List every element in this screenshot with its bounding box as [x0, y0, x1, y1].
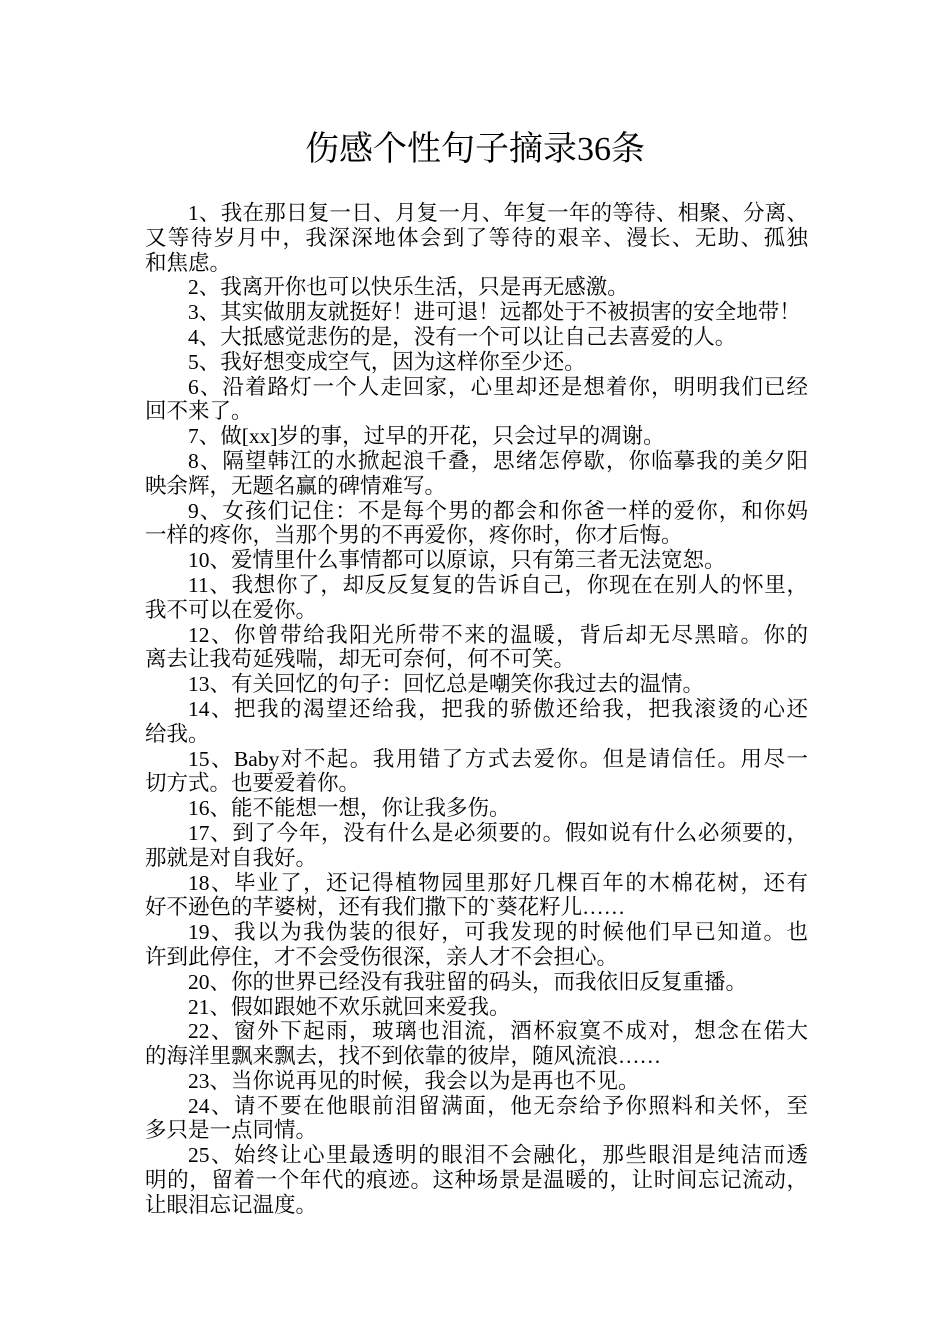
text-line: 多只是一点同情。 — [145, 1118, 318, 1143]
text-line: 5、我好想变成空气，因为这样你至少还。 — [188, 349, 586, 374]
text-line: 2、我离开你也可以快乐生活，只是再无感激。 — [188, 275, 629, 300]
quote-item-12 — [145, 623, 808, 673]
text-line: 6、沿着路灯一个人走回家，心里却还是想着你，明明我们已经 — [188, 374, 808, 399]
quote-item-21 — [145, 995, 808, 1020]
quote-item-1 — [145, 201, 808, 275]
text-line: 一样的疼你，当那个男的不再爱你，疼你时，你才后悔。 — [145, 523, 683, 548]
text-line: 16、能不能想一想，你让我多伤。 — [188, 796, 511, 821]
text-line: 的海洋里飘来飘去，找不到依靠的彼岸，随风流浪…… — [145, 1044, 662, 1069]
text-line: 给我。 — [145, 721, 210, 746]
quote-item-11 — [145, 573, 808, 623]
quote-item-9 — [145, 499, 808, 549]
quote-item-3 — [145, 300, 808, 325]
text-line: 17、到了今年，没有什么是必须要的。假如说有什么必须要的， — [188, 820, 808, 845]
text-line: 好不逊色的芊婆树，还有我们撒下的`葵花籽儿…… — [145, 895, 626, 920]
text-line: 9、女孩们记住：不是每个男的都会和你爸一样的爱你，和你妈 — [188, 498, 808, 523]
quote-item-16 — [145, 796, 808, 821]
quote-item-23 — [145, 1069, 808, 1094]
quote-item-18 — [145, 871, 808, 921]
text-line: 24、请不要在他眼前泪留满面，他无奈给予你照料和关怀，至 — [188, 1093, 808, 1118]
text-line: 22、窗外下起雨，玻璃也泪流，酒杯寂寞不成对，想念在偌大 — [188, 1019, 808, 1044]
quote-item-8 — [145, 449, 808, 499]
text-line: 映余辉，无题名赢的碑情难写。 — [145, 473, 447, 498]
text-line: 和焦虑。 — [145, 250, 232, 275]
quote-item-5 — [145, 350, 808, 375]
text-line: 4、大抵感觉悲伤的是，没有一个可以让自己去喜爱的人。 — [188, 324, 737, 349]
quote-item-24 — [145, 1094, 808, 1144]
quote-item-20 — [145, 970, 808, 995]
text-line: 12、你曾带给我阳光所带不来的温暖，背后却无尽黑暗。你的 — [188, 622, 808, 647]
text-line: 许到此停住，才不会受伤很深，亲人才不会担心。 — [145, 944, 619, 969]
text-line: 14、把我的渴望还给我，把我的骄傲还给我，把我滚烫的心还 — [188, 696, 808, 721]
text-line: 离去让我苟延残喘，却无可奈何，何不可笑。 — [145, 647, 576, 672]
quote-item-15 — [145, 747, 808, 797]
quote-item-19 — [145, 920, 808, 970]
text-line: 10、爱情里什么事情都可以原谅，只有第三者无法宽恕。 — [188, 548, 726, 573]
page-title: 伤感个性句子摘录36条 — [305, 131, 645, 168]
text-line: 让眼泪忘记温度。 — [145, 1192, 318, 1217]
text-line: 明的，留着一个年代的痕迹。这种场景是温暖的，让时间忘记流动， — [145, 1168, 808, 1193]
text-line: 8、隔望韩江的水掀起浪千叠，思绪怎停歇，你临摹我的美夕阳 — [188, 448, 808, 473]
quote-item-7 — [145, 424, 808, 449]
quote-item-14 — [145, 697, 808, 747]
text-line: 1、我在那日复一日、月复一月、年复一年的等待、相聚、分离、 — [188, 201, 808, 225]
quote-list — [145, 201, 808, 1218]
quote-item-10 — [145, 548, 808, 573]
text-line: 回不来了。 — [145, 399, 253, 424]
text-line: 我不可以在爱你。 — [145, 597, 318, 622]
text-line: 那就是对自我好。 — [145, 845, 318, 870]
quote-item-2 — [145, 275, 808, 300]
quote-item-13 — [145, 672, 808, 697]
quote-item-4 — [145, 325, 808, 350]
text-line: 19、我以为我伪装的很好，可我发现的时候他们早已知道。也 — [188, 920, 808, 945]
text-line: 7、做[xx]岁的事，过早的开花，只会过早的凋谢。 — [188, 424, 665, 449]
text-line: 切方式。也要爱着你。 — [145, 771, 361, 796]
text-line: 23、当你说再见的时候，我会以为是再也不见。 — [188, 1068, 640, 1093]
quote-item-25 — [145, 1143, 808, 1217]
text-line: 20、你的世界已经没有我驻留的码头，而我依旧反复重播。 — [188, 969, 748, 994]
text-line: 25、始终让心里最透明的眼泪不会融化，那些眼泪是纯洁而透 — [188, 1143, 808, 1168]
quote-item-17 — [145, 821, 808, 871]
text-line: 18、毕业了，还记得植物园里那好几棵百年的木棉花树，还有 — [188, 870, 808, 895]
quote-item-6 — [145, 375, 808, 425]
text-line: 15、Baby对不起。我用错了方式去爱你。但是请信任。用尽一 — [188, 746, 808, 771]
quote-item-22 — [145, 1019, 808, 1069]
text-line: 3、其实做朋友就挺好！进可退！远都处于不被损害的安全地带！ — [188, 300, 801, 325]
text-line: 21、假如跟她不欢乐就回来爱我。 — [188, 994, 511, 1019]
text-line: 13、有关回忆的句子：回忆总是嘲笑你我过去的温情。 — [188, 672, 705, 697]
text-line: 11、我想你了，却反反复复的告诉自己，你现在在别人的怀里， — [188, 572, 808, 597]
text-line: 又等待岁月中，我深深地体会到了等待的艰辛、漫长、无助、孤独 — [145, 225, 808, 250]
